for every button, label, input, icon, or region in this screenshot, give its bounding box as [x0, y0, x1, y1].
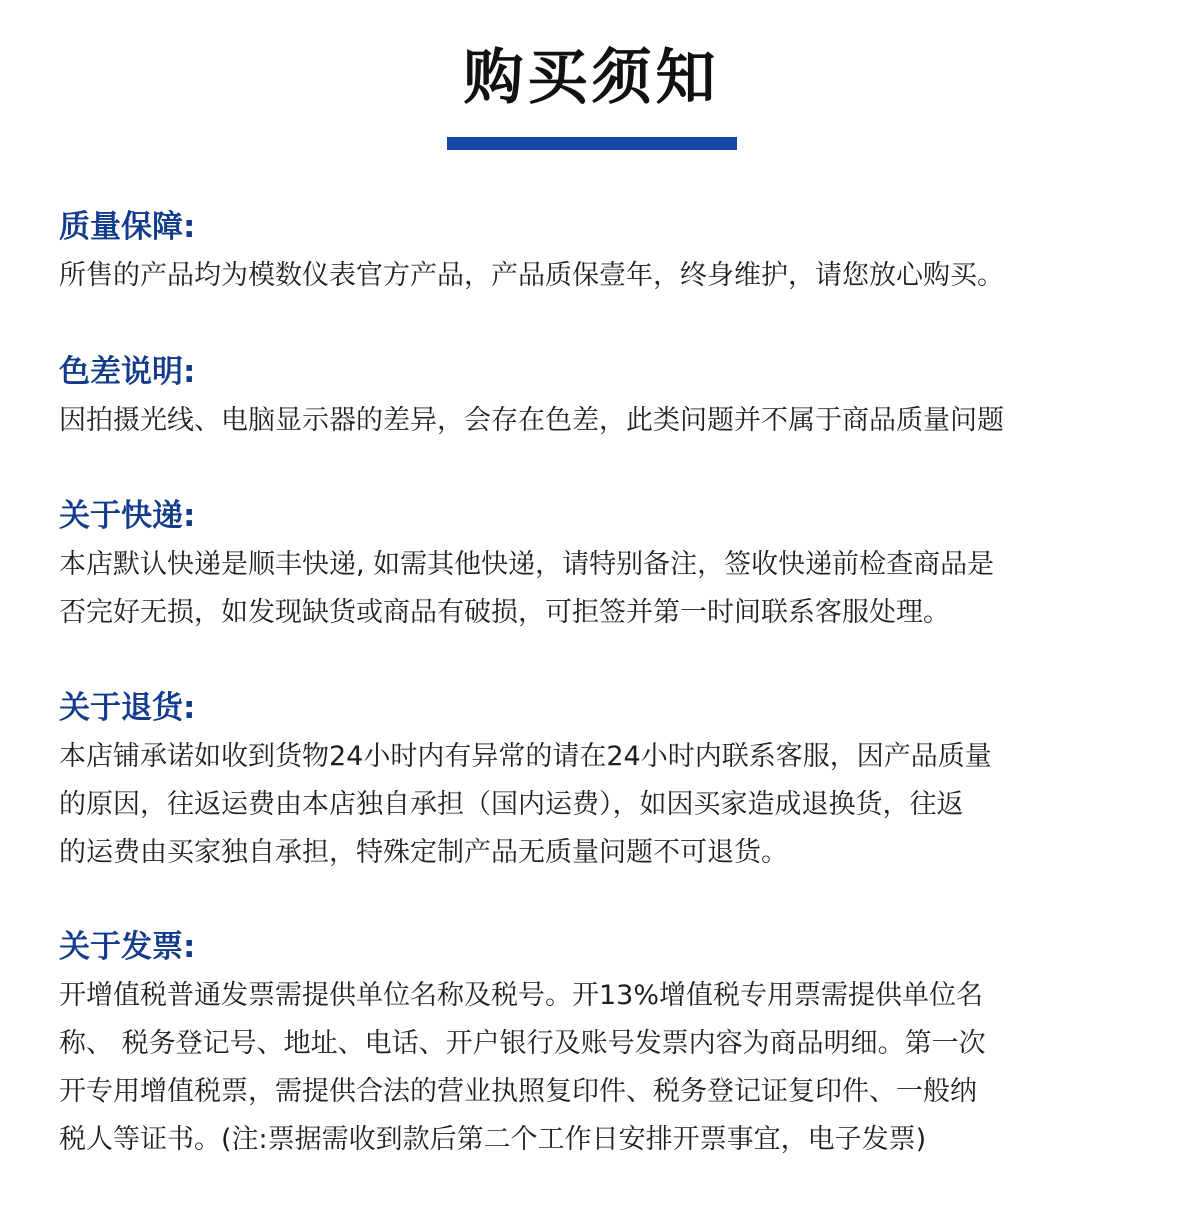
body-line: 因拍摄光线、电脑显示器的差异，会存在色差，此类问题并不属于商品质量问题 [59, 405, 1004, 436]
body-line: 本店铺承诺如收到货物24小时内有异常的请在24小时内联系客服，因产品质量 [59, 741, 992, 772]
body-line: 税人等证书。(注:票据需收到款后第二个工作日安排开票事宜，电子发票) [59, 1124, 927, 1155]
section-body [59, 541, 1134, 637]
section-invoice [59, 925, 1134, 1164]
section-body [59, 733, 1134, 877]
title-underline [447, 137, 737, 150]
body-line: 所售的产品均为模数仪表官方产品，产品质保壹年，终身维护，请您放心购买。 [59, 260, 1004, 291]
section-heading: 关于快递: [59, 498, 196, 534]
body-line: 否完好无损，如发现缺货或商品有破损，可拒签并第一时间联系客服处理。 [59, 597, 950, 628]
body-line: 本店默认快递是顺丰快递, 如需其他快递，请特别备注，签收快递前检查商品是 [59, 549, 995, 580]
section-heading: 关于发票: [59, 929, 196, 965]
body-line: 称、 税务登记号、地址、电话、开户银行及账号发票内容为商品明细。第一次 [59, 1028, 986, 1059]
body-line: 开专用增值税票，需提供合法的营业执照复印件、税务登记证复印件、一般纳 [59, 1076, 977, 1107]
page-title: 购买须知 [463, 43, 720, 113]
section-returns [59, 686, 1134, 877]
section-body [59, 397, 1134, 445]
section-heading: 色差说明: [59, 354, 196, 390]
section-quality-guarantee [59, 205, 1134, 300]
section-body [59, 252, 1134, 300]
body-line: 开增值税普通发票需提供单位名称及税号。开13%增值税专用票需提供单位名 [59, 980, 984, 1011]
section-heading: 关于退货: [59, 690, 196, 726]
body-line: 的运费由买家独自承担，特殊定制产品无质量问题不可退货。 [59, 837, 788, 868]
section-delivery [59, 494, 1134, 637]
section-body [59, 972, 1134, 1164]
section-color-difference [59, 350, 1134, 445]
section-heading: 质量保障: [59, 209, 196, 245]
body-line: 的原因，往返运费由本店独自承担（国内运费），如因买家造成退换货，往返 [59, 789, 964, 820]
